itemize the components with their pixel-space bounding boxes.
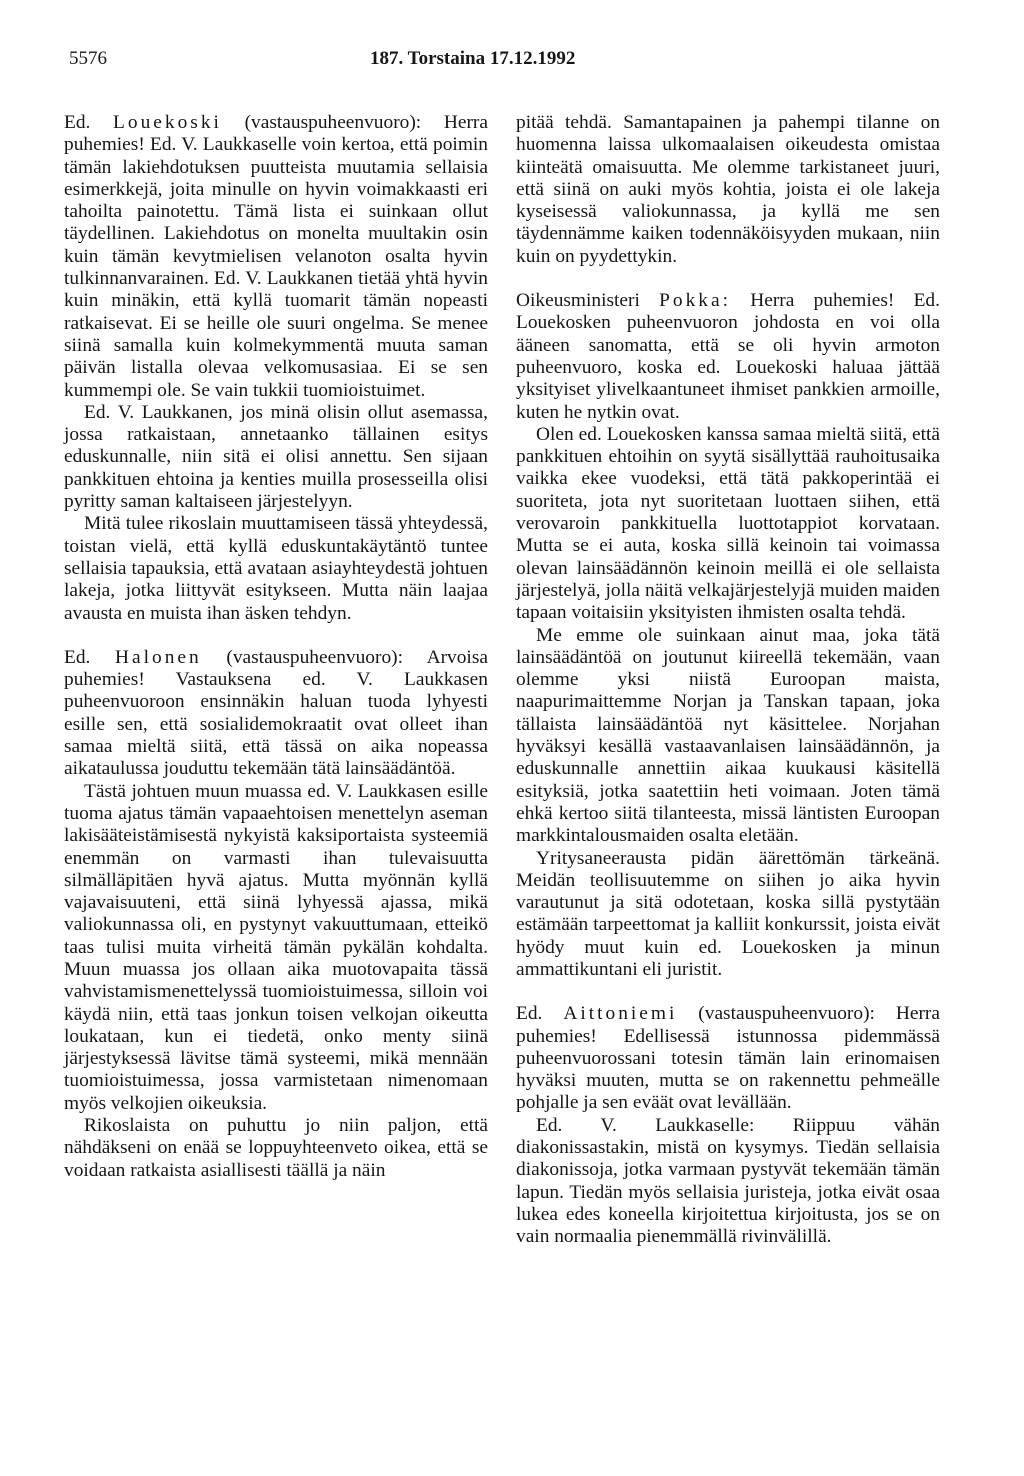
page-header bbox=[0, 48, 1024, 78]
speech-text: Herra puhemies! Edellisessä istunnossa pidemmässä puheenvuorossani totesin tämän lain erinomaisen hyväksi muuten, mutta se on rakennettu pehmeälle pohjalle ja sen eväät ovat levällään. bbox=[516, 1003, 940, 1114]
speaker-prefix: Ed. bbox=[64, 112, 91, 133]
speaker-name: Pokka: bbox=[659, 290, 731, 312]
speech-role: (vastauspuheenvuoro): bbox=[244, 112, 422, 133]
page-number: 5576 bbox=[69, 48, 107, 69]
paragraph: Rikoslaista on puhuttu jo niin paljon, että nähdäkseni on enää se loppuyhteenveto oikea, että se voidaan ratkaista asiallisesti täällä ja näin bbox=[64, 1115, 488, 1181]
speech-paragraph bbox=[64, 647, 488, 781]
speech-role: (vastauspuheenvuoro): bbox=[698, 1003, 875, 1025]
speech-paragraph bbox=[516, 290, 940, 424]
running-title: 187. Torstaina 17.12.1992 bbox=[370, 48, 576, 69]
speaker-prefix: Ed. bbox=[64, 646, 91, 668]
paragraph: Ed. V. Laukkanen, jos minä olisin ollut asemassa, jossa ratkaistaan, annetaanko tällainen esitys eduskunnalle, niin sitä ei olisi annettu. Sen sijaan pankkituen ehtoina ja kenties muilla prosesseilla olisi pyritty saman kaltaiseen järjestelyyn. bbox=[64, 401, 488, 513]
paragraph: Tästä johtuen muun muassa ed. V. Laukkasen esille tuoma ajatus tämän vapaaehtoisen menettelyn aseman lakisääteistämisestä nykyistä kaksiportaista systeemiä enemmän on varmasti ihan tulevaisuutta silmälläpitäen hyvä ajatus. Mutta myönnän kyllä vajavaisuuteni, että siinä lyhyessä ajassa, mikä valiokunnassa oli, en pystynyt vakuuttumaan, etteikö taas tulisi muita virheitä tämän pykälän kohdalta. Muun muassa jos ollaan aika muotovapaita tässä vahvistamismenettelyssä tuomioistuimessa, silloin voi käydä niin, että taas jonkun toisen velkojan oikeutta loukataan, kun ei tiedetä, onko menty siinä järjestyksessä lävitse tämä systeemi, mikä mennään tuomioistuimessa, jossa varmistetaan nimenomaan myös velkojien oikeuksia. bbox=[64, 780, 488, 1114]
paragraph: Me emme ole suinkaan ainut maa, joka tätä lainsäädäntöä on joutunut kiireellä tekemään, vaan olemme yksi niistä Euroopan maista, naapurimaittemme Norjan ja Tanskan tapaan, joka tällaista lainsäädäntöä nyt käsittelee. Norjahan hyväksyi kesällä vastaavanlaisen lainsäädännön, ja eduskunnalle annettiin aikaa kuukausi käsitellä esityksiä, jotka saatettiin heti voimaan. Joten tämä ehkä kertoo siitä tilanteesta, missä läntisten Euroopan markkintalousmaiden osalta eletään. bbox=[516, 624, 940, 847]
paragraph: Olen ed. Louekosken kanssa samaa mieltä siitä, että pankkituen ehtoihin on syytä sisällyttää rauhoitusaika vaikka ekee vuodeksi, että tätä pakkoperintää ei suoriteta, jota nyt suoritetaan luottaen siihen, että verovaroin pankkituella luottotappiot korvataan. Mutta se ei auta, koska sillä keinoin tai voimassa olevan lainsäädännön keinoin meillä ei ole sellaista järjestelyä, jolla näitä velkajärjestelyjä muiden maiden tapaan voitaisiin yksityisten ihmisten osalta tehdä. bbox=[516, 423, 940, 624]
speech-role: (vastauspuheenvuoro): bbox=[226, 646, 403, 668]
speech-paragraph bbox=[64, 112, 488, 402]
paragraph: Yritysaneerausta pidän äärettömän tärkeänä. Meidän teollisuutemme on siihen jo aika hyvin varautunut ja sitä odotetaan, koska sillä pystytään estämään tarpeettomat ja kalliit konkurssit, joista eivät hyödy muut kuin ed. Louekosken ja minun ammattikuntani eli juristit. bbox=[516, 847, 940, 980]
speaker-prefix: Ed. bbox=[516, 1003, 543, 1025]
paragraph: Ed. V. Laukkaselle: Riippuu vähän diakonissastakin, mistä on kysymys. Tiedän sellaisia diakonissoja, jotka varmaan pystyvät tekemään tämän lapun. Tiedän myös sellaisia juristeja, jotka eivät osaa lukea edes koneella kirjoitettua kirjoitusta, jos se on vain normaalia pienemmällä rivinvälillä. bbox=[516, 1114, 940, 1248]
paragraph: Mitä tulee rikoslain muuttamiseen tässä yhteydessä, toistan vielä, että kyllä eduskuntakäytäntö tuntee sellaisia tapauksia, että avataan asiayhteydestä johtuen lakeja, jotka liittyvät esitykseen. Mutta näin laajaa avausta en muista ihan äsken tehdyn. bbox=[64, 513, 488, 624]
left-column bbox=[64, 112, 488, 1182]
speech-text: Herra puhemies! Ed. Louekosken puheenvuoron johdosta en voi olla ääneen sanomatta, että se oli hyvin armoton puheenvuoro, koska ed. Louekoski haluaa jättää yksityiset ylivelkaantuneet ihmiset pankkien armoille, kuten he nytkin ovat. bbox=[516, 290, 940, 423]
speech-paragraph bbox=[516, 1003, 940, 1114]
paragraph: pitää tehdä. Samantapainen ja pahempi tilanne on huomenna laissa ulkomaalaisen oikeudesta omistaa kiinteätä omaisuutta. Me olemme tarkistaneet juuri, että siinä on auki myös kohtia, joista ei ole lakeja kyseisessä valiokunnassa, ja kyllä me sen täydennämme kaiken todennäköisyyden mukaan, niin kuin on pyydettykin. bbox=[516, 112, 940, 267]
speech-text: Arvoisa puhemies! Vastauksena ed. V. Laukkasen puheenvuoroon ensinnäkin haluan tuoda lyhyesti esille sen, että sosialidemokraatit ovat olleet ihan samaa mieltä siitä, että tässä on aika nopeassa aikataulussa jouduttu tekemään tätä lainsäädäntöä. bbox=[64, 646, 488, 780]
speaker-prefix: Oikeusministeri bbox=[516, 290, 640, 312]
speech-text: Herra puhemies! Ed. V. Laukkaselle voin kertoa, että poimin tämän lakiehdotuksen puutteista muutamia sellaisia esimerkkejä, joita minulle on hyvin voimakkaasti eri tahoilta painotettu. Tämä lista ei suinkaan ollut täydellinen. Lakiehdotus on monelta muultakin osin kuin tämän kevytmielisen velanoton osalta hyvin tulkinnanvarainen. Ed. V. Laukkanen tietää yhtä hyvin kuin minäkin, että kyllä tuomarit tämän nopeasti ratkaisevat. Ei se heille ole suuri ongelma. Se menee siinä samalla kuin kolmekymmentä muuta saman päivän listalla olevaa velkomusasiaa. Ei se sen kummempi ole. Se vain tukkii tuomioistuimet. bbox=[64, 112, 488, 401]
speaker-name: Halonen bbox=[115, 646, 202, 668]
speaker-name: Louekoski bbox=[113, 112, 222, 133]
speaker-name: Aittoniemi bbox=[563, 1003, 678, 1025]
right-column bbox=[516, 112, 940, 1249]
